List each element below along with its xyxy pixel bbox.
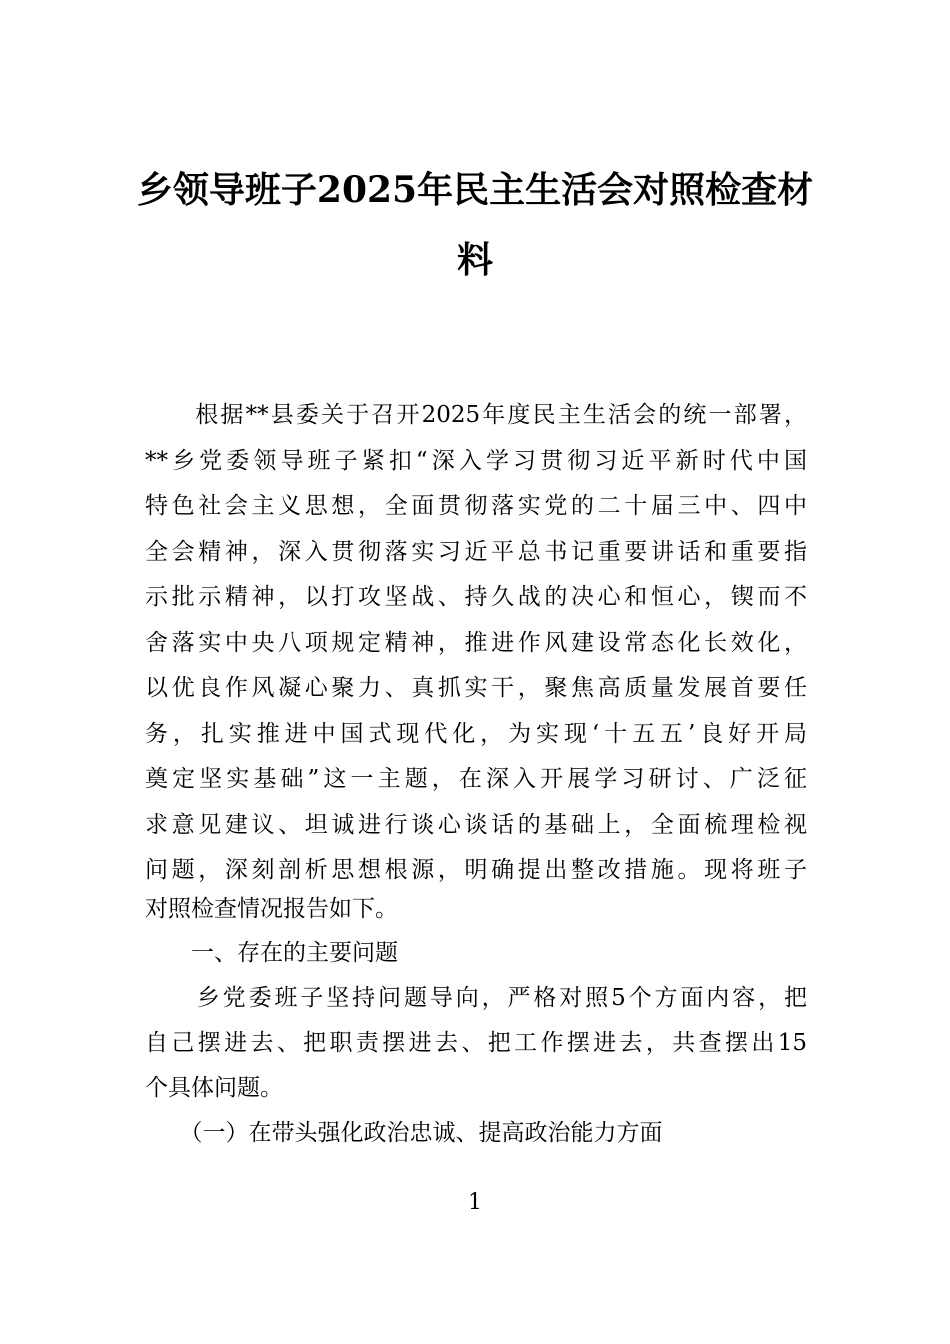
text-line: 以优良作风凝心聚力、真抓实干，聚焦高质量发展首要任 [145, 675, 807, 701]
text-line: 自己摆进去、把职责摆进去、把工作摆进去，共查摆出15 [145, 1030, 807, 1056]
text-line: 求意见建议、坦诚进行谈心谈话的基础上，全面梳理检视 [145, 812, 807, 838]
title-line-2: 料 [456, 239, 493, 281]
text-line: 个具体问题。 [145, 1075, 283, 1101]
page-number: 1 [468, 1190, 482, 1215]
text-line: 全会精神，深入贯彻落实习近平总书记重要讲话和重要指 [145, 539, 807, 565]
text-line: 务，扎实推进中国式现代化，为实现‘十五五’良好开局 [145, 721, 807, 747]
text-line: 示批示精神，以打攻坚战、持久战的决心和恒心，锲而不 [145, 584, 807, 610]
text-line: 乡党委班子坚持问题导向，严格对照5个方面内容，把 [145, 985, 807, 1011]
subsection-heading: （一）在带头强化政治忠诚、提高政治能力方面 [145, 1120, 663, 1146]
text-line: 根据**县委关于召开2025年度民主生活会的统一部署， [145, 402, 807, 428]
text-line: **乡党委领导班子紧扣“深入学习贯彻习近平新时代中国 [145, 448, 807, 474]
text-line: 对照检查情况报告如下。 [145, 896, 398, 922]
text-line: 舍落实中央八项规定精神，推进作风建设常态化长效化， [145, 630, 807, 656]
text-line: 特色社会主义思想，全面贯彻落实党的二十届三中、四中 [145, 493, 807, 519]
title-line-1: 乡领导班子2025年民主生活会对照检查材 [136, 169, 814, 211]
text-line: 问题，深刻剖析思想根源，明确提出整改措施。现将班子 [145, 857, 807, 883]
text-line: 奠定坚实基础”这一主题，在深入开展学习研讨、广泛征 [145, 766, 807, 792]
section-heading: 一、存在的主要问题 [145, 940, 398, 966]
